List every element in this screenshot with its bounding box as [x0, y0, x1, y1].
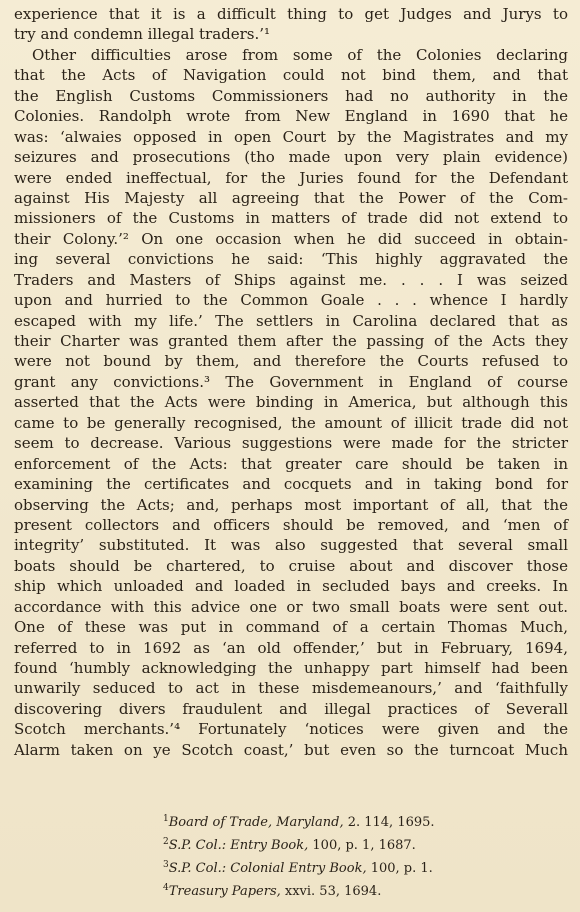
footnote-source: S.P. Col.: Colonial Entry Book, [168, 861, 367, 876]
text-line: Scotch merchants.’⁴ Fortunately ‘notices were given and the [14, 720, 568, 739]
text-line: present collectors and officers should be removed, and ‘men of [14, 515, 568, 534]
text-line: unwarily seduced to act in these misdemeanours,’ and ‘faithfully [14, 679, 568, 698]
footnote [163, 877, 381, 903]
footnote-mark: 4 [163, 883, 169, 893]
text-line: referred to in 1692 as ‘an old offender,’ but in February, 1694, [14, 638, 568, 657]
text-line: seem to decrease. Various suggestions were made for the stricter [14, 434, 568, 453]
footnote-detail: xxvi. 53, 1694. [280, 884, 382, 899]
text-line: Other difficulties arose from some of the Colonies declaring [32, 45, 568, 64]
text-line: accordance with this advice one or two small boats were sent out. [14, 597, 568, 616]
text-line: their Colony.’² On one occasion when he did succeed in obtain- [14, 229, 568, 248]
footnote-mark: 2 [163, 837, 169, 847]
text-line: try and condemn illegal traders.’¹ [14, 25, 271, 44]
text-line: their Charter was granted them after the passing of the Acts they [14, 332, 568, 350]
text-line: enforcement of the Acts: that greater care should be taken in [14, 454, 568, 473]
text-line: One of these was put in command of a certain Thomas Much, [14, 618, 568, 637]
footnote-detail: 100, p. 1, 1687. [308, 838, 416, 853]
text-line: that the Acts of Navigation could not bind them, and that [14, 66, 568, 85]
footnote-source: Treasury Papers, [168, 884, 281, 899]
text-line: escaped with my life.’ The settlers in Carolina declared that as [14, 311, 568, 330]
text-line: was: ‘alwaies opposed in open Court by the Magistrates and my [14, 127, 568, 146]
text-line: seizures and prosecutions (tho made upon very plain evidence) [14, 148, 568, 167]
text-line: experience that it is a difficult thing to get Judges and Jurys to [14, 5, 568, 23]
text-line: grant any convictions.³ The Government in England of course [14, 372, 568, 391]
text-line: asserted that the Acts were binding in America, but although this [14, 393, 568, 412]
text-line: were not bound by them, and therefore the Courts refused to [14, 352, 568, 371]
body-text [14, 4, 568, 760]
footnote-mark: 3 [163, 860, 169, 870]
text-line: the English Customs Commissioners had no authority in the [14, 86, 568, 105]
text-line: discovering divers fraudulent and illegal practices of Severall [14, 699, 568, 718]
footnote-detail: 100, p. 1. [366, 861, 433, 876]
text-line: missioners of the Customs in matters of trade did not extend to [14, 209, 568, 228]
text-line: Traders and Masters of Ships against me. . . . I was seized [14, 270, 568, 289]
footnote-source: S.P. Col.: Entry Book, [168, 838, 309, 853]
text-line: boats should be chartered, to cruise about and discover those [14, 556, 568, 575]
text-line: were ended ineffectual, for the Juries found for the Defendant [14, 168, 568, 187]
footnote-detail: 2. 114, 1695. [343, 815, 435, 830]
text-line: came to be generally recognised, the amount of illicit trade did not [14, 413, 568, 432]
text-line: Alarm taken on ye Scotch coast,’ but even so the turncoat Much [14, 740, 568, 759]
text-line: integrity’ substituted. It was also suggested that several small [14, 536, 568, 555]
footnote-mark: 1 [163, 814, 169, 824]
footnote-source: Board of Trade, Maryland, [168, 815, 344, 830]
text-line: Colonies. Randolph wrote from New England in 1690 that he [14, 107, 568, 126]
text-line: found ‘humbly acknowledging the unhappy part himself had been [14, 659, 568, 677]
text-line: upon and hurried to the Common Goale . . . whence I hardly [14, 291, 568, 310]
text-line: examining the certificates and cocquets and in taking bond for [14, 475, 568, 494]
text-line: ship which unloaded and loaded in secluded bays and creeks. In [14, 577, 568, 596]
text-line: against His Majesty all agreeing that the Power of the Com- [14, 188, 568, 207]
text-line: ing several convictions he said: ‘This highly aggravated the [14, 250, 568, 269]
text-line: observing the Acts; and, perhaps most important of all, that the [14, 495, 568, 514]
